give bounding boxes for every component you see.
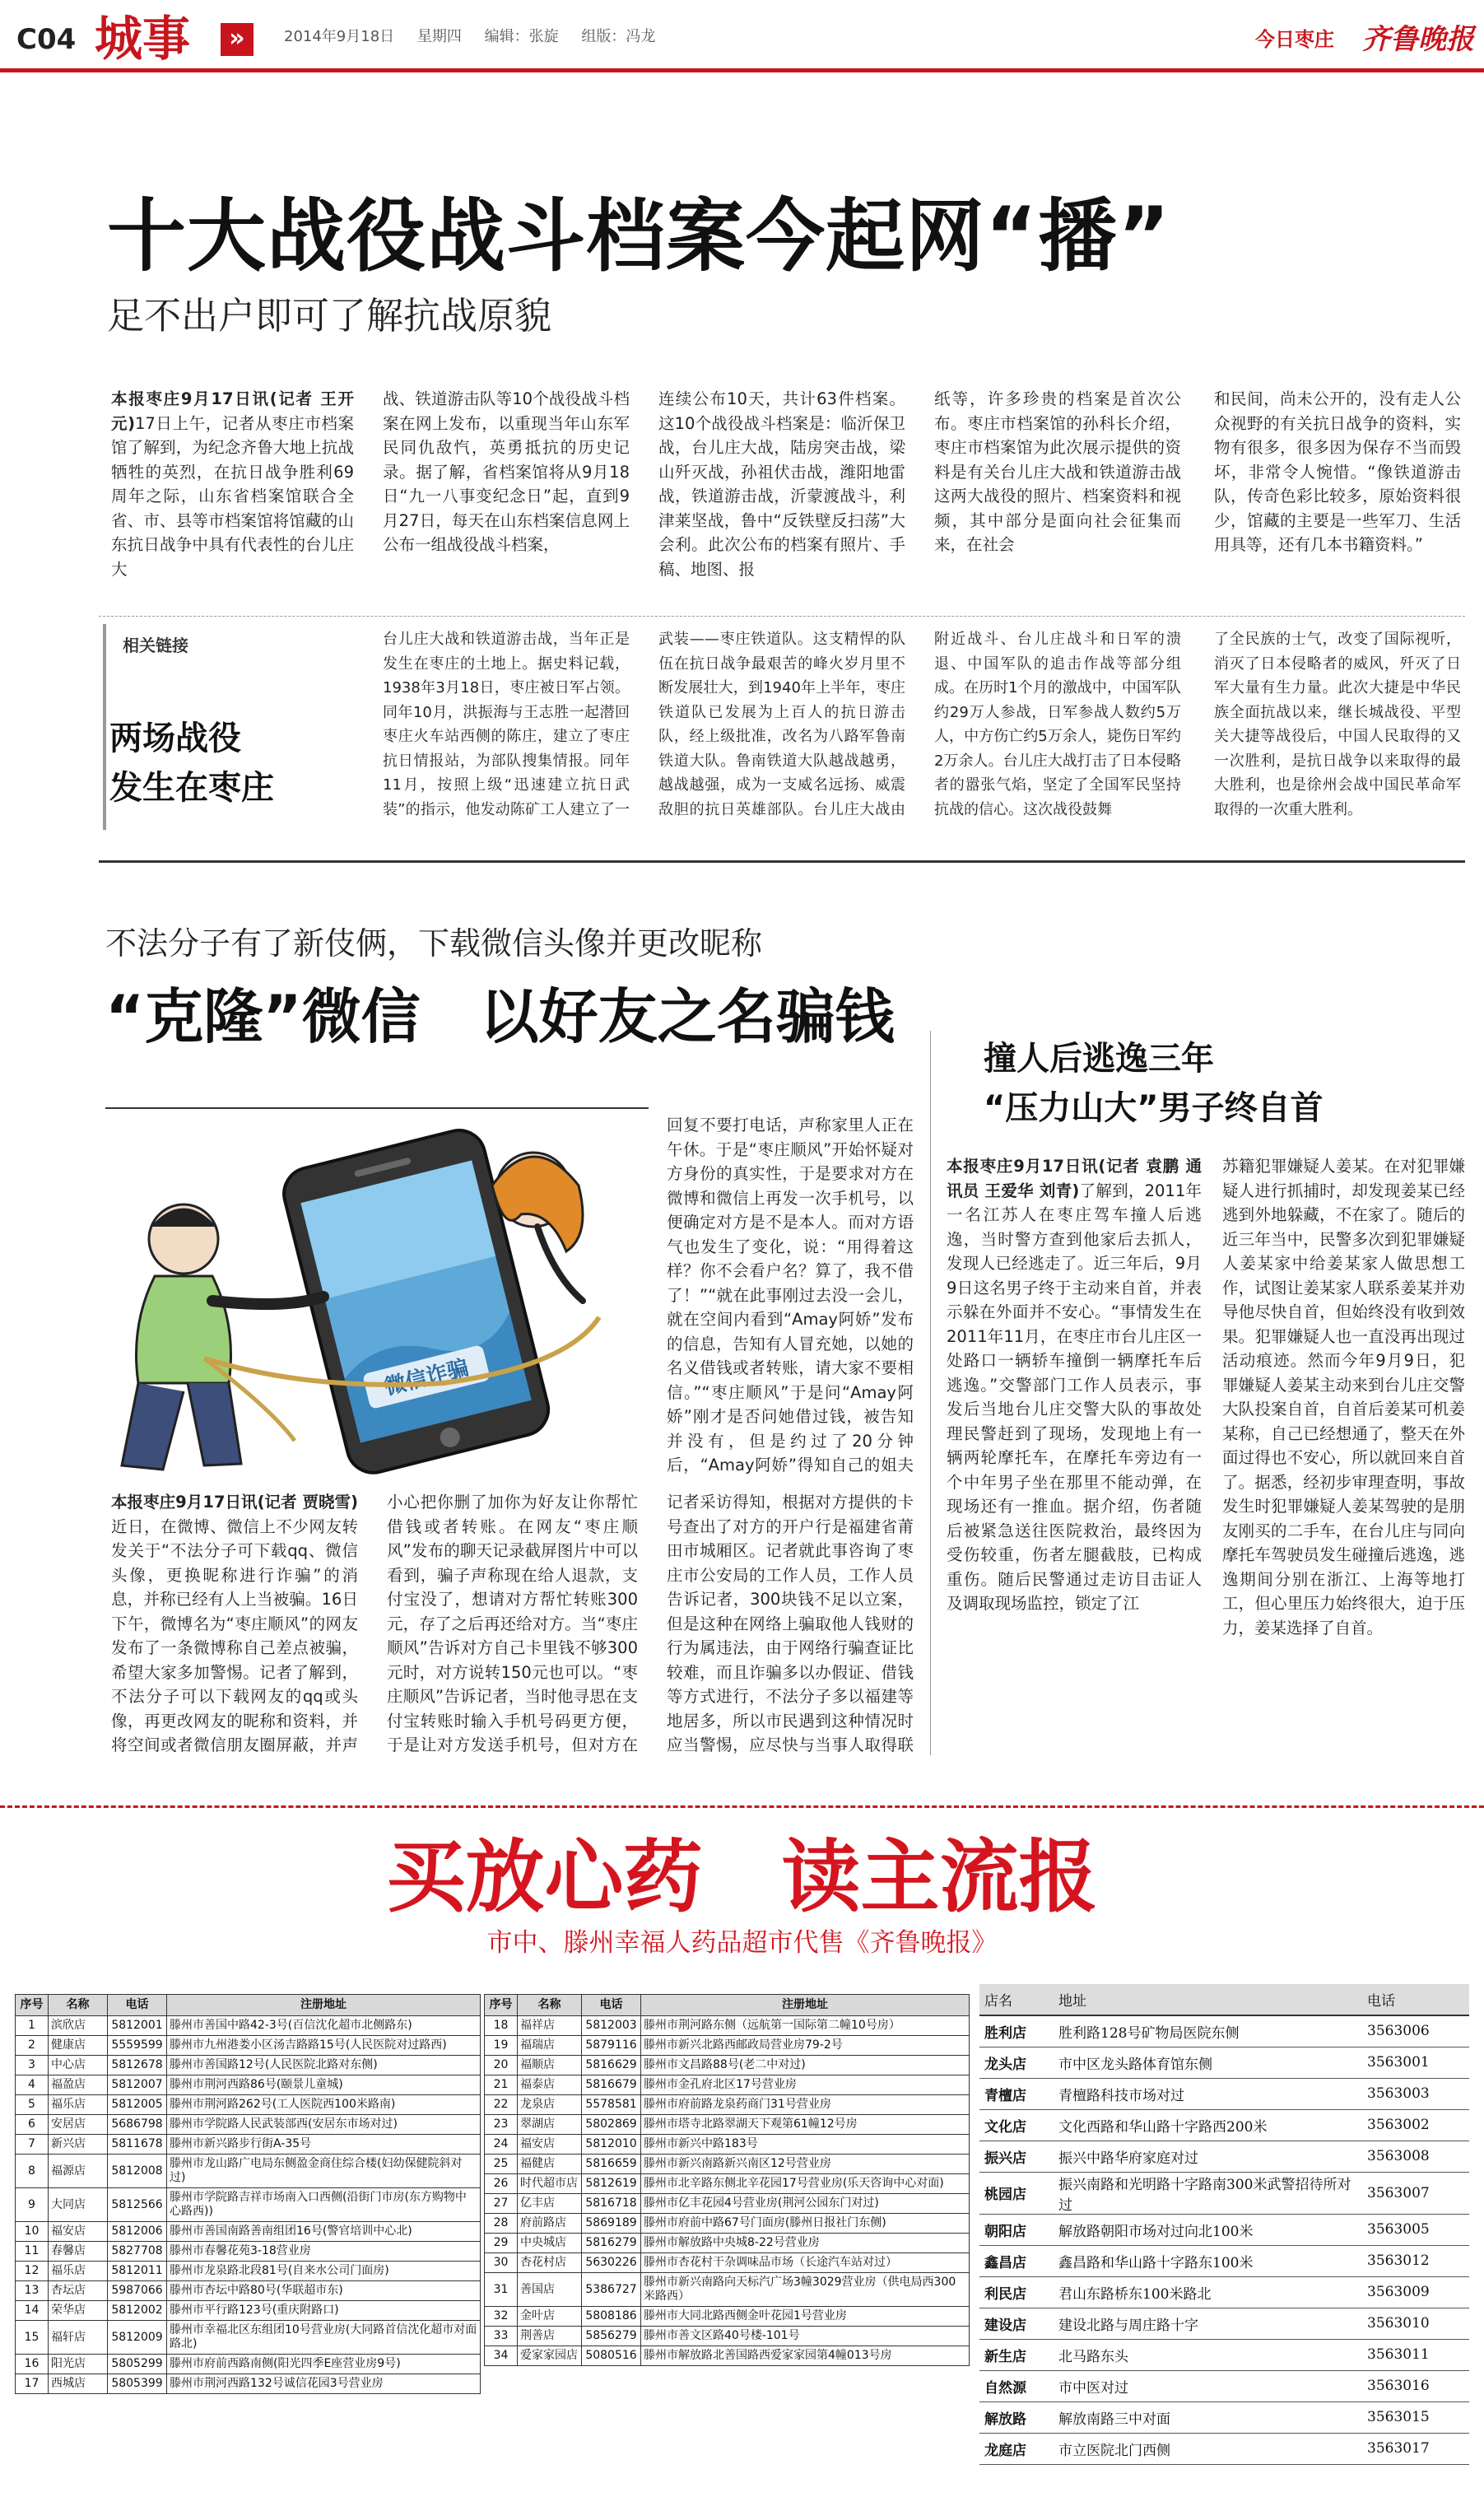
table-cell: 3563002 <box>1362 2109 1469 2141</box>
story2-illustration <box>105 1111 649 1490</box>
table-row <box>16 2135 481 2155</box>
table-cell: 金叶店 <box>518 2307 582 2327</box>
table-cell: 3563003 <box>1362 2078 1469 2109</box>
table-cell: 5812678 <box>108 2056 167 2075</box>
table-cell: 5805299 <box>108 2355 167 2374</box>
table-cell: 5812619 <box>582 2174 641 2194</box>
table-cell: 滕州市杏坛中路80号(华联超市东) <box>167 2281 481 2301</box>
table-cell: 3563012 <box>1362 2245 1469 2276</box>
table-row <box>979 2047 1469 2078</box>
table-cell: 胜利路128号矿物局医院东侧 <box>1054 2015 1362 2047</box>
story3-lead: 本报枣庄9月17日讯(记者 袁鹏 通讯员 王爱华 刘青) <box>947 1157 1202 1200</box>
table-header-cell: 序号 <box>485 1995 518 2016</box>
table-cell: 解放南路三中对面 <box>1054 2402 1362 2433</box>
table-cell: 14 <box>16 2301 49 2321</box>
table-row <box>979 2172 1469 2214</box>
table-cell: 21 <box>485 2075 518 2095</box>
table-cell: 滕州市新兴南路新兴南区12号营业房 <box>641 2155 970 2174</box>
table-cell: 滕州市大同北路西侧金叶花园1号营业房 <box>641 2307 970 2327</box>
table-row <box>16 2281 481 2301</box>
story2-column-4: 记者采访得知，根据对方提供的卡号查出了对方的开户行是福建省莆田市城厢区。记者就此事咨询了枣庄市公安局的工作人员，工作人员告诉记者，300块钱不足以立案，但是这种在网络上骗取他人钱财的行为属违法，由于网络行骗查证比较难，而且诈骗多以办假证、借钱等方式进行，不法分子多以福建等地居多，所以市民遇到这种情况时应当警惕，应尽快与当事人取得联 <box>667 1493 914 1754</box>
table-header-cell: 注册地址 <box>167 1995 481 2016</box>
table-cell: 5812566 <box>108 2188 167 2222</box>
story1-column-5: 和民间，尚未公开的，没有走人公众视野的有关抗日战争的资料，实物有很多，很多因为保存不当而毁坏，非常令人惋惜。“像铁道游击队，传奇色彩比较多，原始资料很少，馆藏的主要是一些军刀、生活用具等，还有几本书籍资料。” <box>1214 389 1461 554</box>
table-cell: 3563016 <box>1362 2370 1469 2402</box>
table-cell: 滕州市新兴路步行街A-35号 <box>167 2135 481 2155</box>
sidebar-column-1: 台儿庄大战和铁道游击战，当年正是发生在枣庄的土地上。据史料记载，1938年3月18日，枣庄被日军占领。同年10月，洪振海与王志胜一起潜回枣庄火车站西侧的陈庄，建立了枣庄抗日情报站，为部队搜集情报。同年11月，按照上级“迅速建立抗日武装”的指示，他发动陈矿工人建立了一 <box>383 631 630 818</box>
table-cell: 5578581 <box>582 2095 641 2115</box>
table-cell: 5812003 <box>582 2016 641 2036</box>
story3-headline-1: 撞人后逃逸三年 <box>984 1040 1214 1078</box>
table-cell: 桃园店 <box>979 2172 1054 2214</box>
table-cell: 滕州市府前路龙泉药商门31号营业房 <box>641 2095 970 2115</box>
table-cell: 5816718 <box>582 2194 641 2214</box>
table-cell: 滕州市幸福北区东组团10号营业房(大同路首信沈化超市对面路北) <box>167 2321 481 2355</box>
table-row <box>979 2370 1469 2402</box>
table-cell: 福泰店 <box>518 2075 582 2095</box>
table-cell: 5812008 <box>108 2155 167 2188</box>
table-cell: 19 <box>485 2036 518 2056</box>
table-cell: 3563007 <box>1362 2172 1469 2214</box>
table-cell: 5808186 <box>582 2307 641 2327</box>
table-cell: 滕州市龙泉路北段81号(自来水公司门面房) <box>167 2262 481 2281</box>
story2-column-2: 小心把你删了加你为好友让你帮忙借钱或者转账。在网友“枣庄顺风”发布的聊天记录截屏图片中可以看到，骗子声称现在给人退款，支付宝没了，想请对方帮忙转账300元，存了之后再还给对方。当“枣庄顺风”告诉对方自己卡里钱不够300元时，对方说转150元也可以。“枣庄顺风”告诉记者，当时他寻思在支付宝转账时输入手机号码更方便，于是让对方发送手机号，但对方在 <box>387 1493 638 1754</box>
story1-column-3: 连续公布10天，共计63件档案。这10个战役战斗档案是：临沂保卫战，台儿庄大战，陆房突击战，梁山歼灭战，孙祖伏击战，潍阳地雷战，铁道游击战，沂蒙渡战斗，利津莱坚战，鲁中“反铁壁反扫荡”大会利。此次公布的档案有照片、手稿、地图、报 <box>658 389 905 579</box>
table-cell: 阳光店 <box>49 2355 108 2374</box>
table-cell: 25 <box>485 2155 518 2174</box>
table-cell: 26 <box>485 2174 518 2194</box>
table-row <box>979 2402 1469 2433</box>
table-cell: 3 <box>16 2056 49 2075</box>
story2-headline: “克隆”微信 以好友之名骗钱 <box>105 982 895 1051</box>
table-header-cell: 电话 <box>108 1995 167 2016</box>
table-cell: 滨欣店 <box>49 2016 108 2036</box>
table-cell: 滕州市善国南路善南组团16号(警官培训中心北) <box>167 2222 481 2242</box>
table-row <box>979 2308 1469 2339</box>
table-cell: 5812009 <box>108 2321 167 2355</box>
table-cell: 滕州市平行路123号(重庆附路口) <box>167 2301 481 2321</box>
table-row <box>485 2234 970 2253</box>
table-cell: 5879116 <box>582 2036 641 2056</box>
table-cell: 安居店 <box>49 2115 108 2135</box>
page-header <box>0 0 1484 74</box>
table-cell: 5559599 <box>108 2036 167 2056</box>
table-cell: 5812007 <box>108 2075 167 2095</box>
table-cell: 滕州市荆河路东侧（远航第一国际第二幢10号房） <box>641 2016 970 2036</box>
table-header-cell: 电话 <box>582 1995 641 2016</box>
table-row <box>979 2214 1469 2245</box>
story3-column-1: 本报枣庄9月17日讯(记者 袁鹏 通讯员 王爱华 刘青)了解到，2011年一名江苏人在枣庄驾车撞人后逃逸，当时警方查到他家后去抓人，发现人已经逃走了。近三年后，9月9日这名男子终于主动来自首，并表示躲在外面并不安心。“事情发生在2011年11月，在枣庄市台儿庄区一处路口一辆轿车撞倒一辆摩托车后逃逸。”交警部门工作人员表示，事发后当地台儿庄交警大队的事故处理民警赶到了现场，发现地上有一辆两轮摩托车，在摩托车旁边有一个中年男子坐在那里不能动弹，在现场还有一推血。据介绍，伤者随后被紧急送往医院救治，最终因为受伤较重，伤者左腿截肢，已构成重伤。随后民警通过走访目击证人及调取现场监控，锁定了江 <box>947 1157 1202 1613</box>
issue-editor: 编辑：张旋 <box>484 28 559 45</box>
header-rule <box>0 68 1484 72</box>
story2-headline-rule <box>105 1107 649 1109</box>
table-row <box>485 2346 970 2366</box>
table-row <box>16 2036 481 2056</box>
table-header-cell: 名称 <box>518 1995 582 2016</box>
table-cell: 福乐店 <box>49 2095 108 2115</box>
table-row <box>16 2301 481 2321</box>
table-row <box>979 2433 1469 2464</box>
table-cell: 滕州市荆河西路86号(颐景儿童城) <box>167 2075 481 2095</box>
table-cell: 5812010 <box>582 2135 641 2155</box>
table-cell: 青檀店 <box>979 2078 1054 2109</box>
table-cell: 滕州市学院路人民武装部西(安居东市场对过) <box>167 2115 481 2135</box>
table-row <box>979 2245 1469 2276</box>
table-row <box>16 2056 481 2075</box>
table-cell: 滕州市九州港娄小区汤吉路路15号(人民医院对过路西) <box>167 2036 481 2056</box>
table-row <box>485 2155 970 2174</box>
table-cell: 5987066 <box>108 2281 167 2301</box>
scam-illustration-svg <box>105 1111 649 1490</box>
table-cell: 市中区龙头路体育馆东侧 <box>1054 2047 1362 2078</box>
table-cell: 市中医对过 <box>1054 2370 1362 2402</box>
table-cell: 龙泉店 <box>518 2095 582 2115</box>
table-cell: 君山东路桥东100米路北 <box>1054 2276 1362 2308</box>
table-row <box>485 2135 970 2155</box>
table-row <box>16 2374 481 2394</box>
table-cell: 18 <box>485 2016 518 2036</box>
table-cell: 滕州市府前西路南侧(阳光四季E座营业房9号) <box>167 2355 481 2374</box>
table-row <box>979 2141 1469 2172</box>
table-cell: 翠湖店 <box>518 2115 582 2135</box>
sidebar-column-4: 了全民族的士气，改变了国际视听，消灭了日本侵略者的威风，歼灭了日军大量有生力量。此次大捷是中华民族全面抗战以来，继长城战役、平型关大捷等战役后，中国人民取得的又一次胜利，是抗日战争以来取得的最大胜利，也是徐州会战中国民革命军取得的一次重大胜利。 <box>1214 631 1461 818</box>
story3-rule <box>0 1805 1484 1808</box>
table-cell: 3563017 <box>1362 2433 1469 2464</box>
table-cell: 2 <box>16 2036 49 2056</box>
table-row <box>485 2214 970 2234</box>
table-cell: 文化西路和华山路十字路西200米 <box>1054 2109 1362 2141</box>
table-row <box>485 2075 970 2095</box>
table-cell: 13 <box>16 2281 49 2301</box>
table-cell: 善国店 <box>518 2273 582 2307</box>
table-cell: 32 <box>485 2307 518 2327</box>
table-cell: 31 <box>485 2273 518 2307</box>
store-table-1 <box>15 1994 481 2394</box>
table-header-cell: 名称 <box>49 1995 108 2016</box>
table-cell: 1 <box>16 2016 49 2036</box>
table-cell: 滕州市学院路吉祥市场南入口西侧(沿街门市房(东方购物中心路西)) <box>167 2188 481 2222</box>
table-cell: 滕州市塔寺北路翠湖天下观第61幢12号房 <box>641 2115 970 2135</box>
table-cell: 滕州市善国中路42-3号(百信沈化超市北侧路东) <box>167 2016 481 2036</box>
table-row <box>979 2339 1469 2370</box>
table-cell: 10 <box>16 2222 49 2242</box>
table-cell: 3563010 <box>1362 2308 1469 2339</box>
table-row <box>16 2155 481 2188</box>
table-cell: 文化店 <box>979 2109 1054 2141</box>
table-row <box>485 2194 970 2214</box>
table-cell: 解放路 <box>979 2402 1054 2433</box>
table-header-cell: 电话 <box>1362 1984 1469 2015</box>
table-cell: 福顺店 <box>518 2056 582 2075</box>
table-row <box>485 2115 970 2135</box>
table-cell: 3563008 <box>1362 2141 1469 2172</box>
table-row <box>979 2109 1469 2141</box>
table-cell: 滕州市亿丰花园4号营业房(荆河公园东门对过) <box>641 2194 970 2214</box>
table-cell: 新兴店 <box>49 2135 108 2155</box>
table-cell: 时代超市店 <box>518 2174 582 2194</box>
ad-headline: 买放心药 读主流报 <box>386 1830 1098 1923</box>
table-cell: 28 <box>485 2214 518 2234</box>
table-cell: 滕州市善国路12号(人民医院北路对东侧) <box>167 2056 481 2075</box>
table-cell: 11 <box>16 2242 49 2262</box>
table-cell: 青檀路科技市场对过 <box>1054 2078 1362 2109</box>
table-row <box>16 2075 481 2095</box>
table-cell: 9 <box>16 2188 49 2222</box>
table-cell: 振兴店 <box>979 2141 1054 2172</box>
sidebar-column-2: 武装——枣庄铁道队。这支精悍的队伍在抗日战争最艰苦的峰火岁月里不断发展壮大，到1940年上半年，枣庄铁道队已发展为上百人的抗日游击队，经上级批准，改名为八路军鲁南铁道大队。鲁南铁道大队越战越勇，越战越强，成为一支威名远扬、威震敌胆的抗日英雄部队。台儿庄大战由 <box>658 631 905 818</box>
table-row <box>485 2016 970 2036</box>
table-cell: 4 <box>16 2075 49 2095</box>
table-cell: 30 <box>485 2253 518 2273</box>
table-header-cell: 注册地址 <box>641 1995 970 2016</box>
edition-name: 今日枣庄 <box>1255 28 1334 51</box>
table-row <box>16 2321 481 2355</box>
table-cell: 振兴南路和光明路十字路南300米武警招待所对过 <box>1054 2172 1362 2214</box>
story3-column-2: 苏籍犯罪嫌疑人姜某。在对犯罪嫌疑人进行抓捕时，却发现姜某已经逃到外地躲藏，不在家了。随后的近三年当中，民警多次到犯罪嫌疑人姜某家中给姜某家人做思想工作，试图让姜某家人联系姜某并劝导他尽快自首，但始终没有收到效果。犯罪嫌疑人也一直没再出现过活动痕迹。然而今年9月9日，犯罪嫌疑人姜某主动来到台儿庄交警大队投案自首，自首后姜某可机姜某称，自己已经想通了，整天在外面过得也不安心，所以就回来自首了。据悉，经初步审理查明，事故发生时犯罪嫌疑人姜某驾驶的是朋友刚买的二手车，在台儿庄与同向摩托车驾驶员发生碰撞后逃逸，逃逸期间分别在浙江、上海等地打工，但心里压力始终很大，迫于压力，姜某选择了自首。 <box>1222 1157 1465 1638</box>
table-cell: 滕州市新兴南路向天标汽广场3幢3029营业房（供电局西300米路西） <box>641 2273 970 2307</box>
table-cell: 8 <box>16 2155 49 2188</box>
table-cell: 22 <box>485 2095 518 2115</box>
related-link-title-2: 发生在枣庄 <box>109 769 274 807</box>
table-cell: 29 <box>485 2234 518 2253</box>
story3-headline-2: “压力山大”男子终自首 <box>984 1089 1324 1127</box>
table-cell: 16 <box>16 2355 49 2374</box>
story2-column-3: 回复不要打电话，声称家里人正在午休。于是“枣庄顺风”开始怀疑对方身份的真实性，于是要求对方在微博和微信上再发一次手机号，以便确定对方是不是本人。而对方语气也发生了变化，说：“用得着这样？你不会看户名？算了，我不借了！”“就在此事刚过去没一会儿，就在空间内看到“Amay阿娇”发布的信息，告知有人冒充她，以她的名义借钱或者转账，请大家不要相信。”“枣庄顺风”于是问“Amay阿娇”刚才是否问她借过钱，被告知并没有，但是约过了20分钟后，“Amay阿娇”得知自己的姐夫 <box>667 1116 914 1474</box>
table-row <box>485 2273 970 2307</box>
table-cell: 福安店 <box>518 2135 582 2155</box>
table-cell: 北马路东头 <box>1054 2339 1362 2370</box>
table-header-cell: 店名 <box>979 1984 1054 2015</box>
table-row <box>16 2115 481 2135</box>
table-cell: 福轩店 <box>49 2321 108 2355</box>
table-cell: 福安店 <box>49 2222 108 2242</box>
table-cell: 15 <box>16 2321 49 2355</box>
table-row <box>485 2095 970 2115</box>
table-cell: 3563005 <box>1362 2214 1469 2245</box>
table-cell: 西城店 <box>49 2374 108 2394</box>
related-link-title-1: 两场战役 <box>109 720 241 757</box>
table-cell: 33 <box>485 2327 518 2346</box>
table-cell: 建设北路与周庄路十字 <box>1054 2308 1362 2339</box>
table-cell: 23 <box>485 2115 518 2135</box>
table-row <box>485 2327 970 2346</box>
table-row <box>16 2222 481 2242</box>
page-code: C04 <box>16 23 77 56</box>
table-cell: 亿丰店 <box>518 2194 582 2214</box>
table-cell: 府前路店 <box>518 2214 582 2234</box>
table-cell: 5812006 <box>108 2222 167 2242</box>
table-row <box>979 2015 1469 2047</box>
story1-column-1: 本报枣庄9月17日讯(记者 王开元)17日上午，记者从枣庄市档案馆了解到，为纪念齐鲁大地上抗战牺牲的英烈，在抗日战争胜利69周年之际，山东省档案馆联合全省、市、县等市档案馆将馆藏的山东抗日战争中具有代表性的台儿庄大 <box>111 389 354 579</box>
table-cell: 5816679 <box>582 2075 641 2095</box>
table-cell: 福盈店 <box>49 2075 108 2095</box>
table-row <box>979 2078 1469 2109</box>
table-cell: 5812001 <box>108 2016 167 2036</box>
table-cell: 滕州市善文区路40号楼-101号 <box>641 2327 970 2346</box>
table-row <box>16 2242 481 2262</box>
table-row <box>485 2036 970 2056</box>
table-cell: 福瑞店 <box>518 2036 582 2056</box>
sidebar-column-3: 附近战斗、台儿庄战斗和日军的溃退、中国军队的追击作战等部分组成。在历时1个月的激战中，中国军队约29万人参战，日军参战人数约5万人，中方伤亡约5万余人，毙伤日军约2万余人。台儿庄大战打击了日本侵略者的嚣张气焰，坚定了全国军民坚持抗战的信心。这次战役鼓舞 <box>934 631 1181 818</box>
table-cell: 滕州市金孔府北区17号营业房 <box>641 2075 970 2095</box>
table-cell: 荆善店 <box>518 2327 582 2346</box>
table-cell: 5856279 <box>582 2327 641 2346</box>
story2-column-1: 本报枣庄9月17日讯(记者 贾晓雪)近日，在微博、微信上不少网友转发关于“不法分子可下载qq、微信头像，更换昵称进行诈骗”的消息，并称已经有人上当被骗。16日下午，微博名为“枣庄顺风”的网友发布了一条微博称自己差点被骗，希望大家多加警惕。记者了解到，不法分子可以下载网友的qq或头像，再更改网友的昵称和资料，并将空间或者微信朋友圈屏蔽，并声 <box>111 1493 358 1754</box>
table-cell: 利民店 <box>979 2276 1054 2308</box>
related-link-box <box>103 624 374 830</box>
table-row <box>485 2056 970 2075</box>
table-cell: 3563006 <box>1362 2015 1469 2047</box>
table-cell: 滕州市北辛路东侧北辛花园17号营业房(乐天咨询中心对面) <box>641 2174 970 2194</box>
table-cell: 滕州市解放路北善国路西爱家家园第4幢013号房 <box>641 2346 970 2366</box>
table-cell: 5827708 <box>108 2242 167 2262</box>
table-cell: 5816659 <box>582 2155 641 2174</box>
table-cell: 5816279 <box>582 2234 641 2253</box>
table-row <box>16 2188 481 2222</box>
table-cell: 7 <box>16 2135 49 2155</box>
table-row <box>16 2262 481 2281</box>
table-cell: 杏花村店 <box>518 2253 582 2273</box>
issue-weekday: 星期四 <box>416 28 462 45</box>
table-cell: 5 <box>16 2095 49 2115</box>
table-cell: 春馨店 <box>49 2242 108 2262</box>
table-row <box>16 2355 481 2374</box>
table-cell: 滕州市新兴北路西邮政局营业房79-2号 <box>641 2036 970 2056</box>
table-row <box>979 2276 1469 2308</box>
story1-headline: 十大战役战斗档案今起网“播” <box>107 190 1171 282</box>
table-cell: 新生店 <box>979 2339 1054 2370</box>
table-cell: 滕州市龙山路广电局东侧盈金商住综合楼(妇幼保健院斜对过) <box>167 2155 481 2188</box>
store-table-1-grid <box>15 1994 481 2394</box>
table-cell: 福源店 <box>49 2155 108 2188</box>
table-cell: 大同店 <box>49 2188 108 2222</box>
table-cell: 3563001 <box>1362 2047 1469 2078</box>
table-cell: 5869189 <box>582 2214 641 2234</box>
brand-logo: 齐鲁晚报 <box>1362 23 1474 56</box>
issue-info <box>284 25 655 46</box>
table-cell: 龙头店 <box>979 2047 1054 2078</box>
illustration-text: 微信诈骗 <box>382 1355 472 1400</box>
table-cell: 5811678 <box>108 2135 167 2155</box>
table-cell: 杏坛店 <box>49 2281 108 2301</box>
table-cell: 爱家家园店 <box>518 2346 582 2366</box>
table-cell: 滕州市荆河西路132号诚信花园3号营业房 <box>167 2374 481 2394</box>
table-cell: 胜利店 <box>979 2015 1054 2047</box>
table-row <box>485 2253 970 2273</box>
table-cell: 振兴中路华府家庭对过 <box>1054 2141 1362 2172</box>
table-cell: 中央城店 <box>518 2234 582 2253</box>
table-cell: 5386727 <box>582 2273 641 2307</box>
story2-lead: 本报枣庄9月17日讯(记者 贾晓雪) <box>111 1493 358 1512</box>
section-arrow-icon: » <box>221 23 254 56</box>
table-row <box>485 2174 970 2194</box>
store-table-2 <box>484 1994 970 2366</box>
table-cell: 解放路朝阳市场对过向北100米 <box>1054 2214 1362 2245</box>
table-cell: 5630226 <box>582 2253 641 2273</box>
issue-date: 2014年9月18日 <box>284 28 395 45</box>
table-cell: 20 <box>485 2056 518 2075</box>
table-row <box>485 2307 970 2327</box>
related-link-label: 相关链接 <box>123 636 188 655</box>
table-cell: 建设店 <box>979 2308 1054 2339</box>
table-cell: 5802869 <box>582 2115 641 2135</box>
table-cell: 5812002 <box>108 2301 167 2321</box>
store-table-3-grid <box>979 1984 1469 2465</box>
table-cell: 滕州市府前中路67号门面房(滕州日报社门东侧) <box>641 2214 970 2234</box>
table-cell: 滕州市春馨花苑3-18营业房 <box>167 2242 481 2262</box>
issue-layout: 组版：冯龙 <box>581 28 656 45</box>
story1-rule <box>99 616 1465 617</box>
table-cell: 滕州市解放路中央城8-22号营业房 <box>641 2234 970 2253</box>
table-cell: 12 <box>16 2262 49 2281</box>
story1-lead: 本报枣庄9月17日讯(记者 王开元) <box>111 389 354 433</box>
table-cell: 龙庭店 <box>979 2433 1054 2464</box>
table-cell: 朝阳店 <box>979 2214 1054 2245</box>
table-header-cell: 序号 <box>16 1995 49 2016</box>
table-cell: 自然源 <box>979 2370 1054 2402</box>
table-cell: 3563011 <box>1362 2339 1469 2370</box>
table-cell: 24 <box>485 2135 518 2155</box>
table-cell: 福祥店 <box>518 2016 582 2036</box>
table-cell: 5812005 <box>108 2095 167 2115</box>
table-cell: 17 <box>16 2374 49 2394</box>
table-cell: 5686798 <box>108 2115 167 2135</box>
table-cell: 5812011 <box>108 2262 167 2281</box>
table-cell: 滕州市新兴中路183号 <box>641 2135 970 2155</box>
sidebar-rule <box>99 860 1465 863</box>
story2-kicker: 不法分子有了新伎俩，下载微信头像并更改昵称 <box>105 925 763 962</box>
table-cell: 5805399 <box>108 2374 167 2394</box>
table-cell: 福健店 <box>518 2155 582 2174</box>
story1-column-4: 纸等，许多珍贵的档案是首次公布。枣庄市档案馆的孙科长介绍，枣庄市档案馆为此次展示提供的资料是有关台儿庄大战和铁道游击战这两大战役的照片、档案资料和视频，其中部分是面向社会征集而来，在社会 <box>934 389 1181 554</box>
table-cell: 鑫昌路和华山路十字路东100米 <box>1054 2245 1362 2276</box>
table-header-cell: 地址 <box>1054 1984 1362 2015</box>
table-cell: 34 <box>485 2346 518 2366</box>
table-cell: 3563009 <box>1362 2276 1469 2308</box>
table-cell: 中心店 <box>49 2056 108 2075</box>
table-cell: 市立医院北门西侧 <box>1054 2433 1362 2464</box>
story1-subhead: 足不出户即可了解抗战原貌 <box>107 294 552 338</box>
story1-column-2: 战、铁道游击队等10个战役战斗档案在网上发布，以重现当年山东军民同仇敌忾，英勇抵抗的历史记录。据了解，省档案馆将从9月18日“九一八事变纪念日”起，直到9月27日，每天在山东档案信息网上公布一组战役战斗档案， <box>383 389 630 554</box>
table-row <box>16 2095 481 2115</box>
table-cell: 鑫昌店 <box>979 2245 1054 2276</box>
table-row <box>16 2016 481 2036</box>
table-cell: 福乐店 <box>49 2262 108 2281</box>
store-table-2-grid <box>484 1994 970 2366</box>
table-cell: 3563015 <box>1362 2402 1469 2433</box>
table-cell: 滕州市文昌路88号(老二中对过) <box>641 2056 970 2075</box>
store-table-3 <box>979 1984 1469 2465</box>
story3-separator <box>930 1031 931 1755</box>
table-cell: 5816629 <box>582 2056 641 2075</box>
table-cell: 滕州市杏花村干杂调味品市场（长途汽车站对过） <box>641 2253 970 2273</box>
table-cell: 健康店 <box>49 2036 108 2056</box>
table-cell: 27 <box>485 2194 518 2214</box>
table-cell: 5080516 <box>582 2346 641 2366</box>
table-cell: 荣华店 <box>49 2301 108 2321</box>
table-cell: 6 <box>16 2115 49 2135</box>
table-cell: 滕州市荆河路262号(工人医院西100米路南) <box>167 2095 481 2115</box>
ad-subline: 市中、滕州幸福人药品超市代售《齐鲁晚报》 <box>486 1928 998 1958</box>
section-name: 城事 <box>95 11 191 67</box>
